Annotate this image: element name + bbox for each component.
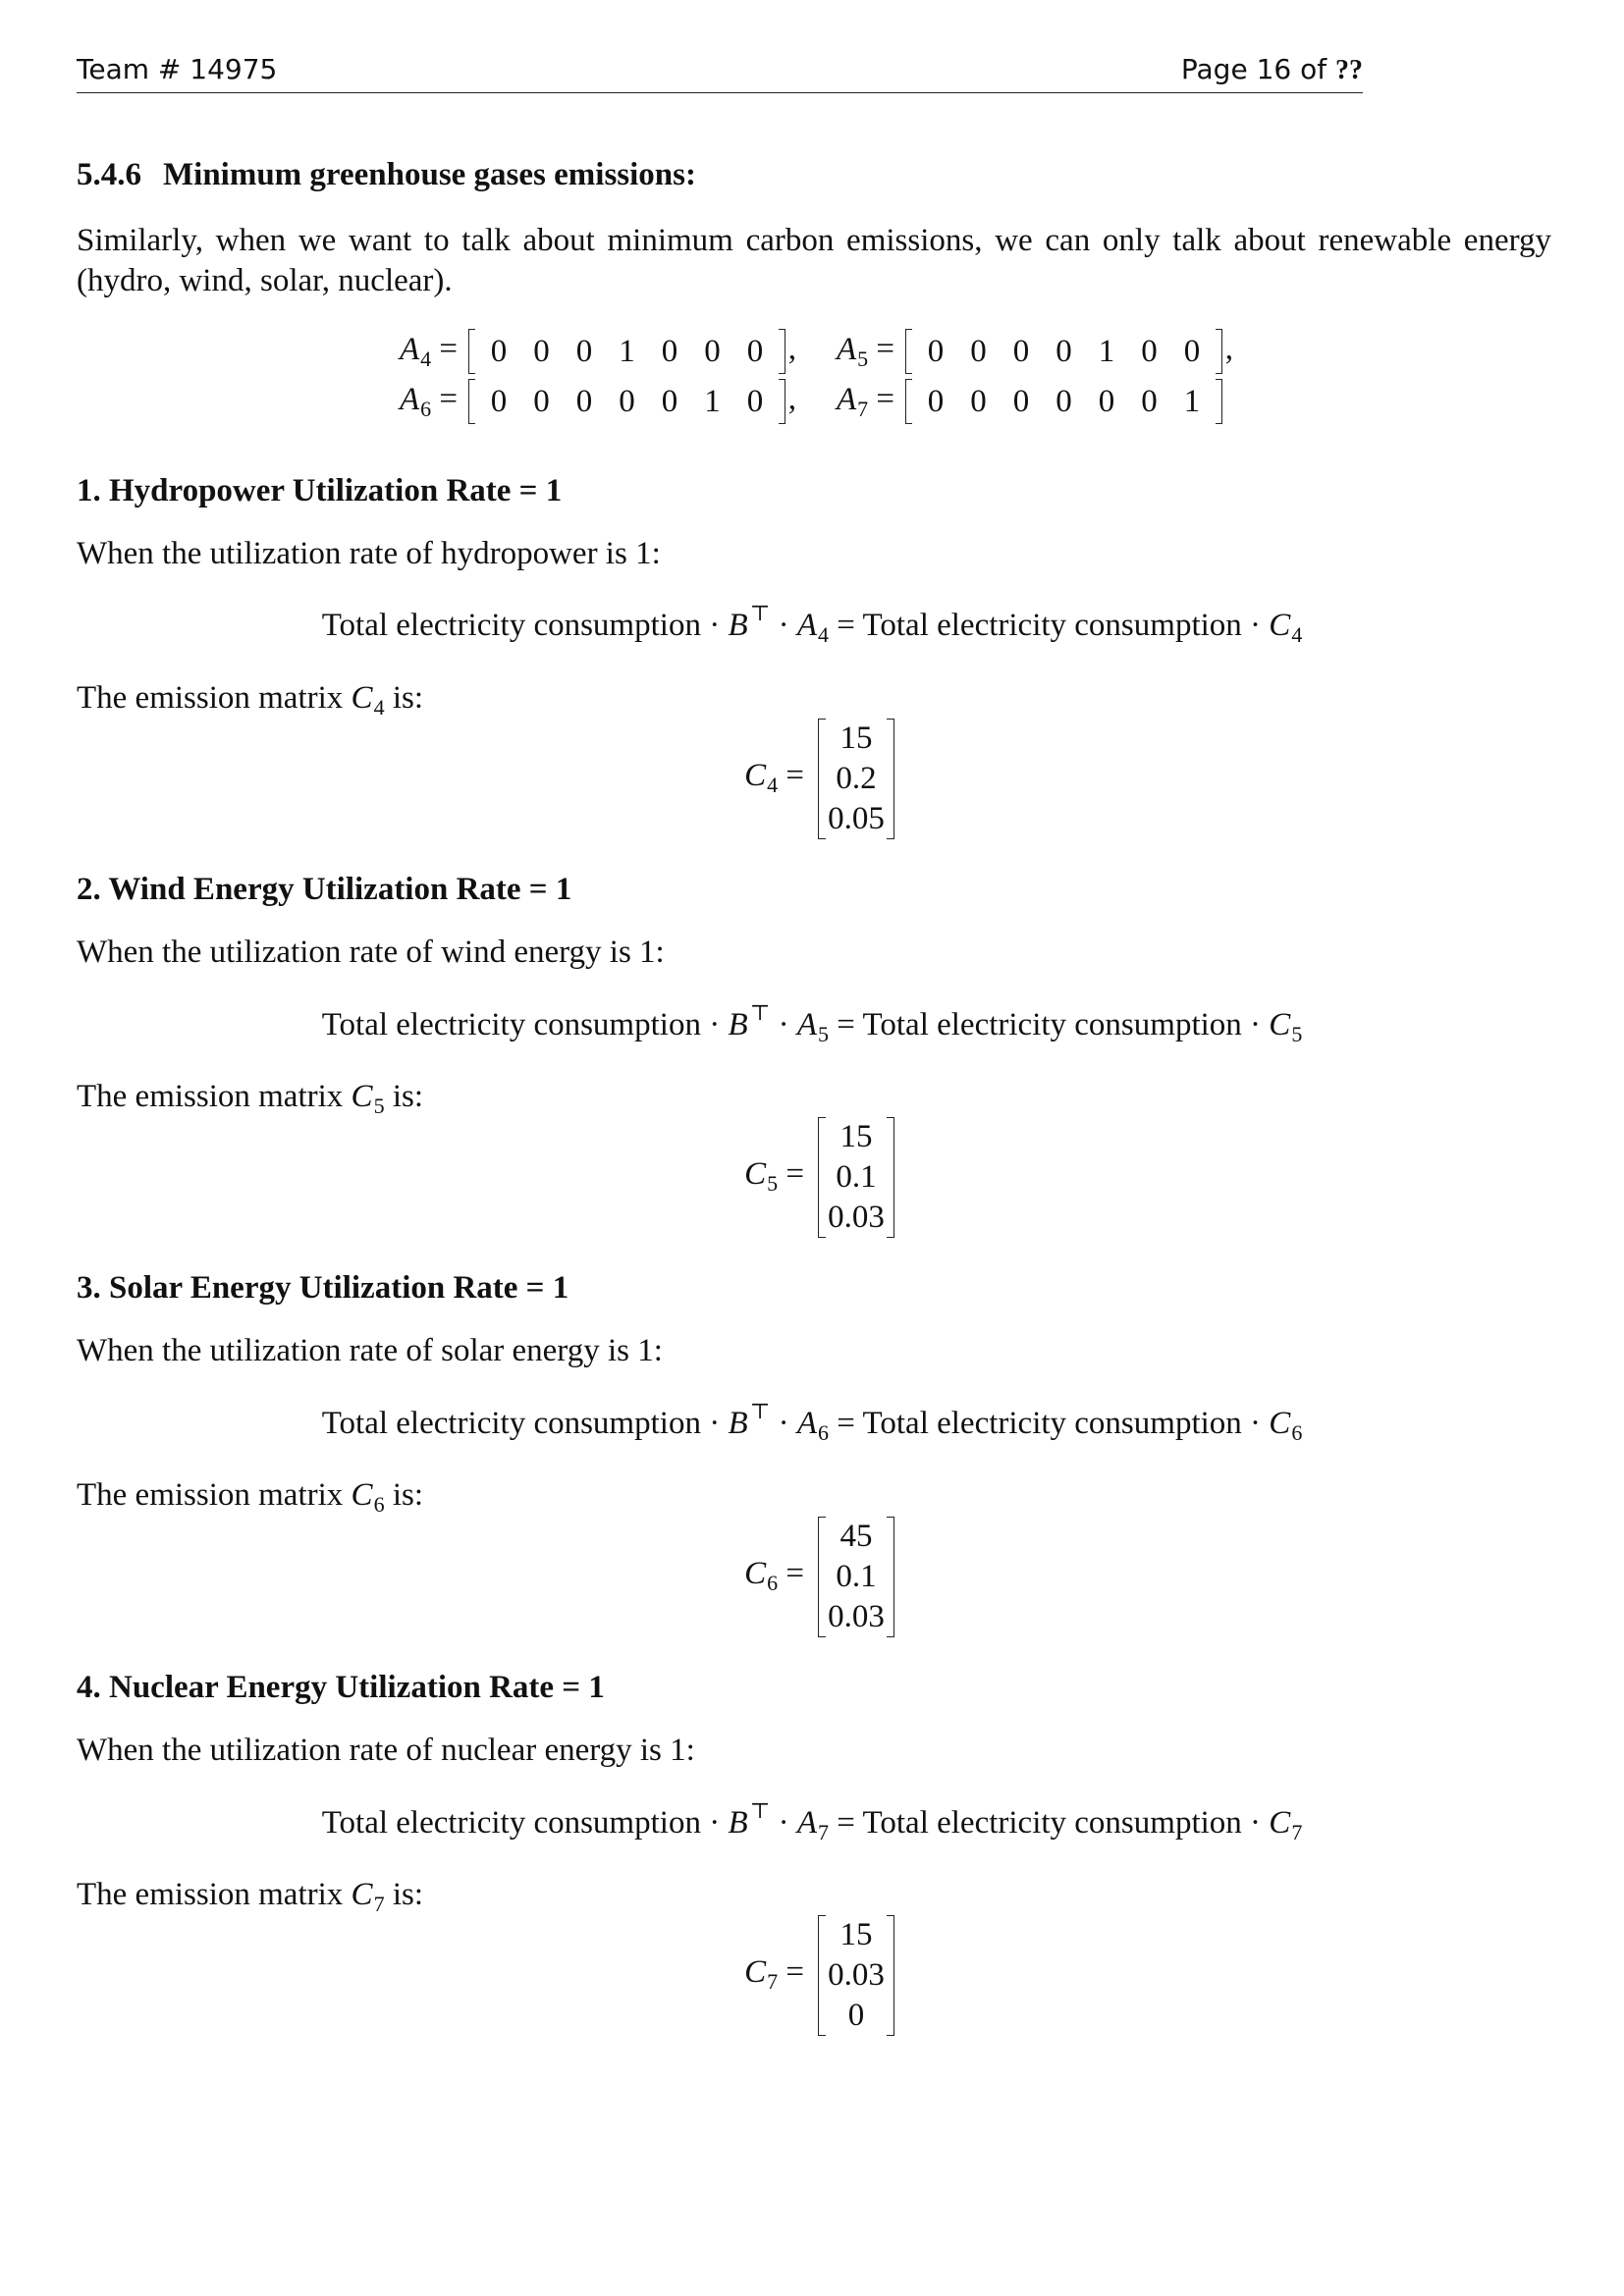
intro-paragraph: Similarly, when we want to talk about minimum carbon emissions, we can only talk about renewable energy (hydro, wind, solar, nuclear).	[77, 223, 1551, 298]
case-intro-wind: When the utilization rate of wind energy is 1:	[77, 934, 665, 970]
emission-matrix-nuclear	[744, 1915, 894, 2036]
emission-label-solar: The emission matrix $C_6$ is:	[77, 1477, 423, 1517]
balance-equation-solar: Total electricity consumption · $B^⊤ \cdot A_6$ = Total electricity consumption · $C_6$	[321, 1399, 1303, 1445]
case-intro-hydro: When the utilization rate of hydropower is 1:	[77, 536, 661, 571]
a7-label: $A_7$	[837, 381, 869, 421]
a6-equation: $A_6 = 0$ 0 0 0 0 1 0 ,	[400, 381, 797, 421]
case-intro-nuclear: When the utilization rate of nuclear energy is 1:	[77, 1733, 695, 1768]
emission-label-wind: The emission matrix $C_5$ is:	[77, 1079, 423, 1118]
page-number	[1181, 53, 1363, 86]
matrix-entry: 0.1	[836, 1559, 877, 1594]
page-ref: ??	[1335, 55, 1363, 85]
a6-row-vector: 0 0 0 0 0 1 0	[468, 381, 785, 422]
a5-row-vector: 0 0 0 0 1 0 0	[905, 331, 1222, 372]
a5-label: $A_5$	[837, 331, 869, 371]
column-vector	[818, 1117, 894, 1238]
balance-equation-hydro: Total electricity consumption · $B^⊤ \cdot A_4$ = Total electricity consumption · $C_4$	[321, 601, 1303, 647]
matrix-entry: 15	[839, 721, 873, 756]
a6-label: $A_6$	[400, 381, 432, 421]
section-number: 5.4.6	[77, 157, 141, 192]
matrix-lhs: $C_4$ =	[744, 758, 804, 797]
matrix-entry: 0.03	[828, 1957, 885, 1993]
matrix-entry: 45	[839, 1519, 873, 1554]
section-heading	[77, 157, 696, 193]
section-title: Minimum greenhouse gases emissions:	[163, 157, 696, 192]
a4-label: $A_4$	[400, 331, 432, 371]
matrix-entry: 0.03	[828, 1200, 885, 1235]
case-intro-solar: When the utilization rate of solar energy is 1:	[77, 1333, 663, 1368]
column-vector	[818, 719, 894, 839]
emission-matrix-solar	[744, 1517, 894, 1637]
matrix-entry: 15	[839, 1917, 873, 1952]
matrix-entry: 15	[839, 1119, 873, 1154]
case-heading-hydro: 1. Hydropower Utilization Rate = 1	[77, 473, 563, 508]
matrix-entry: 0	[847, 1998, 865, 2033]
emission-matrix-wind	[744, 1117, 894, 1238]
a5-equation: $A_5 = 0$ 0 0 0 1 0 0 ,	[837, 331, 1234, 371]
matrix-lhs: $C_6$ =	[744, 1556, 804, 1595]
matrix-lhs: $C_7$ =	[744, 1954, 804, 1994]
matrix-entry: 0.03	[828, 1599, 885, 1634]
case-heading-nuclear: 4. Nuclear Energy Utilization Rate = 1	[77, 1670, 605, 1705]
a7-equation: $A_7 = 0$ 0 0 0 0 0 1	[837, 381, 1225, 422]
case-heading-solar: 3. Solar Energy Utilization Rate = 1	[77, 1270, 569, 1306]
a4-equation: $A_4 = 0$ 0 0 1 0 0 0 ,	[400, 331, 797, 371]
balance-equation-nuclear: Total electricity consumption · $B^⊤ \cdot A_7$ = Total electricity consumption · $C_7$	[321, 1798, 1303, 1844]
matrix-entry: 0.05	[828, 801, 885, 836]
page-label: Page 16 of	[1180, 53, 1335, 85]
matrix-lhs: $C_5$ =	[744, 1156, 804, 1196]
case-heading-wind: 2. Wind Energy Utilization Rate = 1	[77, 872, 572, 907]
running-header	[77, 51, 1363, 93]
matrix-entry: 0.1	[836, 1159, 877, 1195]
emission-label-nuclear: The emission matrix $C_7$ is:	[77, 1877, 423, 1916]
column-vector	[818, 1915, 894, 2036]
a7-row-vector: 0 0 0 0 0 0 1	[905, 381, 1222, 422]
matrix-entry: 0.2	[836, 761, 877, 796]
emission-label-hydro: The emission matrix $C_4$ is:	[77, 680, 423, 720]
column-vector	[818, 1517, 894, 1637]
balance-equation-wind: Total electricity consumption · $B^⊤ \cdot A_5$ = Total electricity consumption · $C_5$	[321, 1000, 1303, 1046]
a4-row-vector: 0 0 0 1 0 0 0	[468, 331, 785, 372]
team-number: Team # 14975	[77, 53, 278, 85]
emission-matrix-hydro	[744, 719, 894, 839]
